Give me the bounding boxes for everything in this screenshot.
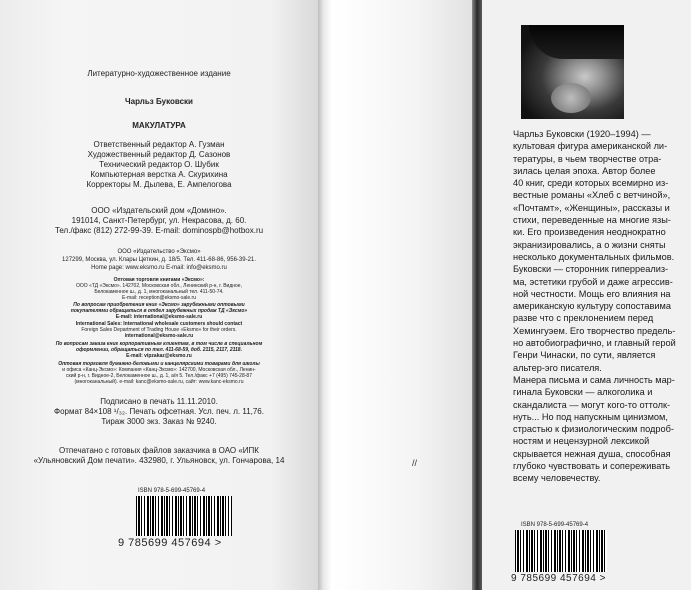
bio-line: ностям и нецензурной лексикой xyxy=(513,436,650,447)
small-print-line: (многоканальный). e-mail: kanc@eksmo-sale.ru, сайт: www.kanc-eksmo.ru xyxy=(74,379,244,385)
bio-line: скрывается нежная душа, способная xyxy=(513,448,671,459)
small-print-line: Белокаменное ш., д. 1, многоканальный тел. 411-50-74. xyxy=(94,289,224,295)
bio-line: ной честности. Мощь его влияния на xyxy=(513,288,671,299)
small-print-line: E-mail: reception@eksmo-sale.ru xyxy=(122,295,196,301)
print-info-line: Тираж 3000 экз. Заказ № 9240. xyxy=(101,417,217,426)
print-info-line: Формат 84×108 ¹/₃₂. Печать офсетная. Усл. печ. л. 11,76. xyxy=(54,407,264,416)
publisher-line: 127299, Москва, ул. Клары Цеткин, д. 18/5. Тел. 411-68-86, 956-39-21. xyxy=(62,257,256,263)
publisher-line: ООО «Издательский дом «Домино». xyxy=(91,206,227,215)
page-mark: // xyxy=(412,458,418,468)
bio-line: но автобиографично, и главный герой xyxy=(513,338,676,349)
bio-line: всему человечеству. xyxy=(513,473,601,484)
bio-line: «Почтамт», «Женщины», рассказы и xyxy=(513,202,670,213)
small-print-line: international@eksmo-sale.ru xyxy=(124,333,194,339)
bio-line: Чарльз Буковски (1920–1994) — xyxy=(513,129,651,139)
book-gutter xyxy=(318,0,332,590)
small-print-line: По вопросам заказа книг корпоративным клиентам, в том числе в специальном xyxy=(55,341,263,347)
bio-line: американскую культуру сопоставима xyxy=(513,301,671,312)
small-print-line: оформлении, обращаться по тел. 411-68-59, доб. 2115, 2117, 2118. xyxy=(76,347,242,353)
credit-line: Корректоры М. Дылева, Е. Ампелогова xyxy=(86,180,232,189)
credit-line: Ответственный редактор А. Гузман xyxy=(93,140,225,149)
bio-line: несколько документальных фильмов. xyxy=(513,251,675,262)
isbn-label: ISBN 978-5-699-45769-4 xyxy=(521,522,589,528)
small-print-line: Оптовая торговля бумажно-беловыми и канцелярскими товарами для школы xyxy=(58,361,260,367)
author-name: Чарльз Буковски xyxy=(125,97,193,106)
bio-line: глубоко чувствовать и сопереживать xyxy=(513,461,671,472)
printer-line: «Ульяновский Дом печати». 432980, г. Ульяновск, ул. Гончарова, 14 xyxy=(33,456,285,465)
small-print-line: ский р-н, г. Видное-2, Белокаменное ш., д. 1, а/я 5. Тел./факс +7 (495) 745-28-87 xyxy=(66,373,252,379)
bio-line: зилась целая эпоха. Автор более xyxy=(513,165,656,176)
hat-shape xyxy=(529,25,624,59)
bio-line: альтер-эго писателя. xyxy=(513,362,602,373)
barcode-number: 9 785699 457694 > xyxy=(118,537,222,549)
credit-line: Технический редактор О. Шубик xyxy=(99,160,219,169)
series-line: Литературно-художественное издание xyxy=(87,69,231,78)
blank-page xyxy=(332,0,472,590)
print-info-line: Подписано в печать 11.11.2010. xyxy=(100,397,218,406)
small-print-line: E-mail: vipzakaz@eksmo.ru xyxy=(126,353,192,359)
bio-line: стихи, переведенные на многие язы- xyxy=(513,215,671,226)
small-print-line: E-mail: international@eksmo-sale.ru xyxy=(115,314,203,320)
bio-line: ки. Его произведения неоднократно xyxy=(513,227,666,238)
bio-line: Манера письма и сама личность мар- xyxy=(513,374,675,385)
isbn-label: ISBN 978-5-699-45769-4 xyxy=(138,488,206,494)
barcode xyxy=(515,530,607,572)
imprint-page xyxy=(0,0,318,590)
bio-line: скандалиста — могут кого-то оттолк- xyxy=(513,399,671,410)
bio-line: культовая фигура американской ли- xyxy=(513,141,668,152)
bio-line: тературы, в чьем творчестве отра- xyxy=(513,153,662,164)
publisher-line: 191014, Санкт-Петербург, ул. Некрасова, д. 60. xyxy=(71,216,247,225)
bio-line: Буковски — сторонник гиперреализ- xyxy=(513,264,669,275)
bio-line: Хемингуэем. Его творчество предель- xyxy=(513,325,676,336)
credit-line: Компьютерная верстка А. Скурихина xyxy=(90,170,228,179)
small-print-line: Foreign Sales Department of Trading House «Eksmo» for their orders. xyxy=(81,327,237,333)
small-print-line: International Sales: International wholesale customers should contact xyxy=(75,321,243,327)
bio-line: 40 книг, среди которых всемирно из- xyxy=(513,178,669,189)
publisher-line: Home page: www.eksmo.ru E-mail: info@eksmo.ru xyxy=(91,265,227,271)
publisher-line: Тел./факс (812) 272-99-39. E-mail: dominospb@hotbox.ru xyxy=(54,226,264,235)
bio-line: гинала Буковски — алкоголика и xyxy=(513,387,653,398)
author-photo xyxy=(521,25,624,119)
bio-line: Генри Чинаски, по сути, является xyxy=(513,350,656,361)
barcode xyxy=(136,496,232,536)
bio-line: нуть... Но под напускным цинизмом, xyxy=(513,411,668,422)
small-print-line: ООО «ТД «Эксмо». 142702, Московская обл., Ленинский р-н, г. Видное, xyxy=(76,283,242,289)
bio-line: страстью к физиологическим подроб- xyxy=(513,424,674,435)
bio-line: экранизировались, а о жизни сняты xyxy=(513,239,666,250)
credit-line: Художественный редактор Д. Сазонов xyxy=(87,150,231,159)
bio-line: разве что с преклонением перед xyxy=(513,313,654,324)
book-title: МАКУЛАТУРА xyxy=(132,121,186,130)
printer-line: Отпечатано с готовых файлов заказчика в ОАО «ИПК xyxy=(59,446,259,455)
small-print-line: покупателями обращаться в отдел зарубежных продаж ТД «Эксмо» xyxy=(70,308,248,314)
small-print-line: По вопросам приобретения книг «Эксмо» зарубежными оптовыми xyxy=(73,302,245,308)
small-print-line: Оптовая торговля книгами «Эксмо»: xyxy=(113,277,205,283)
hand-shape xyxy=(551,83,591,113)
bio-line: вестные романы «Хлеб с ветчиной», xyxy=(513,190,671,201)
cover-edge xyxy=(472,0,482,590)
author-bio xyxy=(513,128,685,485)
bio-line: ма, эстетики грубой и даже агрессив- xyxy=(513,276,673,287)
publisher-line: ООО «Издательство «Эксмо» xyxy=(117,249,201,255)
small-print-line: и офиса «Канц-Эксмо»: Компания «Канц-Эксмо»: 142700, Московская обл., Ленин- xyxy=(62,367,256,373)
barcode-number: 9 785699 457694 > xyxy=(511,573,606,584)
